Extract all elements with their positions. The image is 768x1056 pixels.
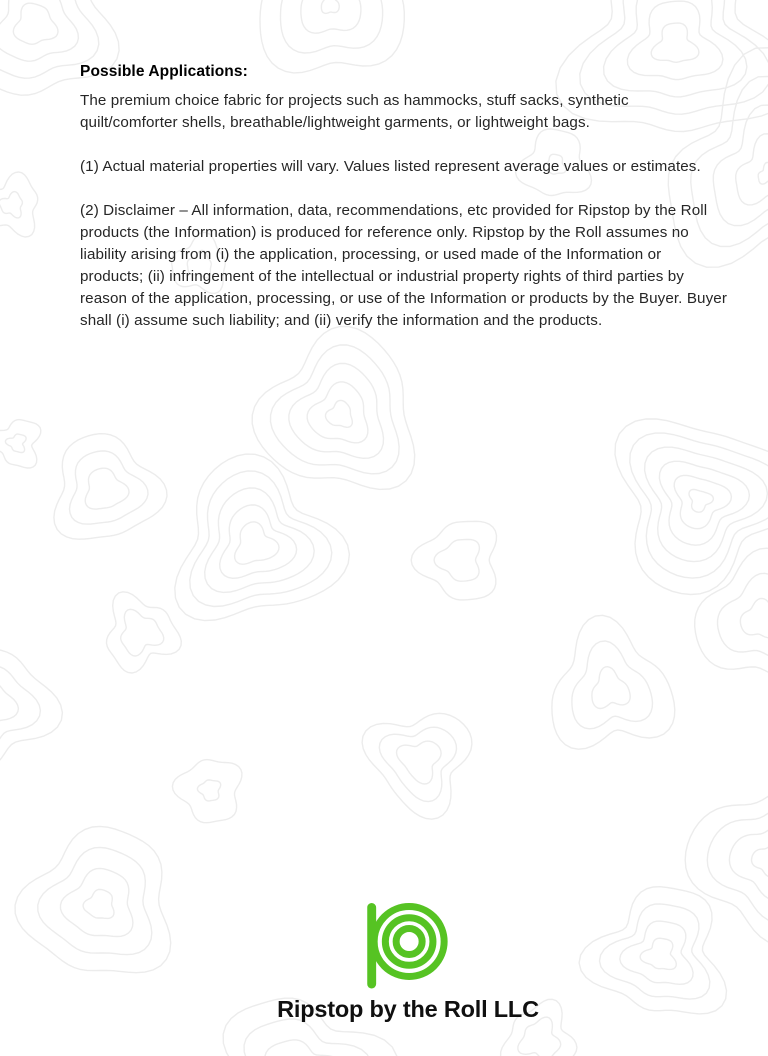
text-line: (2) Disclaimer – All information, data, recommendations, etc provided for Ripstop by the Roll xyxy=(80,202,708,219)
text-line: (1) Actual material properties will vary. Values listed represent average values or estimates. xyxy=(80,158,701,175)
brand-footer xyxy=(277,902,539,1023)
text-line: products (the Information) is produced for reference only. Ripstop by the Roll assumes no xyxy=(80,224,689,241)
text-line: products; (ii) infringement of the intellectual or industrial property rights of third parties by xyxy=(80,268,684,285)
ripstop-p-rings-logo-icon xyxy=(368,902,449,989)
note-2-disclaimer-paragraph xyxy=(80,200,735,332)
text-line: quilt/comforter shells, breathable/lightweight garments, or lightweight bags. xyxy=(80,114,590,131)
text-line: reason of the application, processing, or use of the Information or products by the Buyer. Buyer xyxy=(80,290,727,307)
company-name: Ripstop by the Roll LLC xyxy=(277,996,539,1022)
text-line: liability arising from (i) the application, processing, or used made of the Information or xyxy=(80,246,662,263)
intro-paragraph xyxy=(80,90,735,134)
text-line: shall (i) assume such liability; and (ii) verify the information and the products. xyxy=(80,312,603,329)
text-line: The premium choice fabric for projects such as hammocks, stuff sacks, synthetic xyxy=(80,92,629,109)
section-heading: Possible Applications: xyxy=(80,63,248,80)
page-content xyxy=(80,61,735,354)
note-1-paragraph xyxy=(80,156,735,178)
